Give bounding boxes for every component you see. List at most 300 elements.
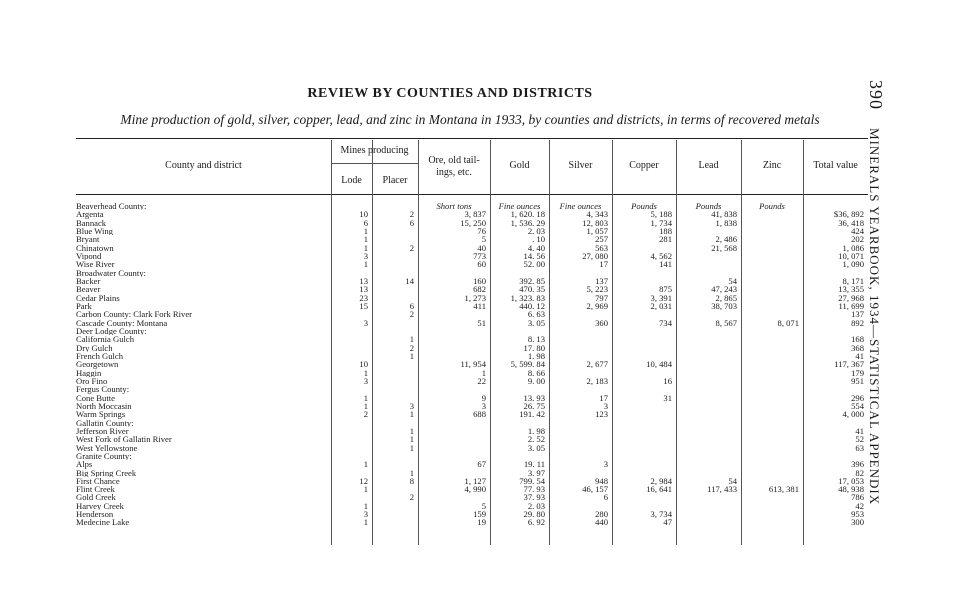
lode-cell: 1 (363, 243, 368, 252)
lead-cell (676, 335, 741, 343)
lode-cell: 3 (363, 376, 368, 386)
zinc-cell (741, 444, 803, 452)
lode-cell: 1 (363, 460, 368, 469)
lead-cell (676, 493, 741, 501)
ore-cell: 1, 127 (464, 476, 486, 486)
lead-cell (676, 352, 741, 360)
ore-cell: 5 (481, 235, 486, 244)
placer-cell: 1 (409, 351, 414, 361)
copper-cell: 3, 391 (650, 293, 672, 302)
ore-cell: 15, 250 (460, 218, 486, 227)
lead-cell (676, 402, 741, 410)
copper-cell (612, 335, 676, 343)
district-name: Dry Gulch (76, 343, 113, 352)
lode-cell (331, 335, 372, 343)
ore-cell: 1 (481, 368, 486, 377)
copper-cell (612, 410, 676, 418)
copper-cell: 188 (659, 226, 672, 236)
zinc-cell (741, 219, 803, 227)
placer-cell (372, 460, 418, 468)
lead-cell (676, 327, 741, 335)
gold-cell: 1, 536. 29 (510, 218, 545, 227)
copper-cell: 141 (659, 260, 672, 269)
copper-cell (612, 419, 676, 427)
copper-cell (612, 402, 676, 410)
copper-cell (612, 244, 676, 252)
district-name: Deer Lodge County: (76, 326, 147, 336)
gold-cell: 17. 80 (523, 343, 545, 352)
lead-cell (676, 227, 741, 235)
gold-cell: 3. 97 (527, 468, 545, 477)
placer-cell (372, 377, 418, 385)
header-placer: Placer (382, 175, 408, 186)
copper-cell (612, 452, 676, 460)
copper-cell: 16, 641 (646, 485, 672, 494)
silver-cell (549, 269, 612, 277)
placer-cell: 2 (409, 493, 414, 502)
copper-cell: 31 (663, 393, 672, 402)
gold-cell: 2. 03 (527, 226, 545, 236)
district-name: Harvey Creek (76, 501, 124, 511)
mines-group-rule (331, 163, 418, 164)
lead-cell (676, 452, 741, 460)
table-row (76, 252, 868, 260)
total-cell: 8, 171 (842, 276, 864, 286)
lode-cell: 23 (359, 293, 368, 302)
lode-cell: 1 (363, 368, 368, 377)
district-name: Flint Creek (76, 485, 115, 494)
placer-cell: 3 (409, 401, 414, 411)
gold-cell: 1. 98 (527, 426, 545, 436)
lode-cell (331, 469, 372, 477)
silver-cell: 137 (595, 276, 608, 286)
lead-cell (676, 460, 741, 468)
gold-cell: 392. 85 (519, 276, 545, 286)
zinc-cell (741, 427, 803, 435)
silver-cell: 257 (595, 235, 608, 244)
table-row (76, 219, 868, 227)
zinc-cell (741, 310, 803, 318)
total-cell: 117, 367 (834, 360, 864, 369)
lead-cell (676, 410, 741, 418)
lode-cell (331, 352, 372, 360)
ore-cell (418, 310, 490, 318)
total-cell: 300 (851, 518, 864, 527)
total-cell: 48, 938 (838, 485, 864, 494)
total-cell (803, 419, 868, 427)
header-lode: Lode (341, 175, 362, 186)
lead-cell (676, 419, 741, 427)
header-ore: Ore, old tail-ings, etc. (428, 155, 480, 178)
lead-cell (676, 377, 741, 385)
placer-cell: 2 (409, 210, 414, 219)
table-row (76, 327, 868, 335)
lead-cell: 41, 838 (711, 210, 737, 219)
placer-cell (372, 269, 418, 277)
table-row (76, 302, 868, 310)
district-name: Oro Fino (76, 376, 108, 386)
district-name: Beaver (76, 285, 101, 294)
total-cell (803, 202, 868, 210)
total-cell: 953 (851, 510, 864, 519)
gold-cell: 191. 42 (519, 410, 545, 419)
zinc-cell (741, 344, 803, 352)
ore-cell (418, 493, 490, 501)
header-mines-producing: Mines producing (340, 145, 409, 156)
district-name: Georgetown (76, 360, 119, 369)
zinc-cell (741, 269, 803, 277)
header-bottom-rule (76, 194, 868, 195)
total-cell: 424 (851, 226, 864, 236)
copper-cell (612, 502, 676, 510)
ore-cell: 773 (473, 251, 486, 261)
lead-cell: 54 (728, 476, 737, 486)
gold-cell: 2. 52 (527, 435, 545, 444)
gold-cell (490, 385, 549, 393)
total-cell: 892 (851, 318, 864, 327)
placer-cell: 2 (409, 243, 414, 252)
ore-cell: 3 (481, 401, 486, 411)
placer-cell (372, 452, 418, 460)
placer-cell: 1 (409, 426, 414, 436)
copper-cell (612, 310, 676, 318)
lead-cell: 54 (728, 276, 737, 286)
header-silver: Silver (568, 160, 593, 171)
copper-cell: 5, 188 (650, 210, 672, 219)
lode-cell: 1 (363, 226, 368, 236)
placer-cell (372, 385, 418, 393)
district-name: Beaverhead County: (76, 202, 147, 211)
header-gold: Gold (509, 160, 530, 171)
copper-cell (612, 469, 676, 477)
table-row (76, 469, 868, 477)
running-header (866, 80, 902, 520)
silver-cell: 280 (595, 510, 608, 519)
total-cell: 36, 418 (838, 218, 864, 227)
lode-cell: 1 (363, 235, 368, 244)
zinc-cell (741, 227, 803, 235)
gold-cell: 9. 00 (527, 376, 545, 386)
zinc-cell (741, 385, 803, 393)
lead-cell: 2, 865 (715, 293, 737, 302)
ore-cell: 40 (477, 243, 486, 252)
silver-cell (549, 335, 612, 343)
lode-cell (331, 327, 372, 335)
placer-cell: 1 (409, 443, 414, 452)
lode-cell (331, 419, 372, 427)
lead-cell: 2, 486 (715, 235, 737, 244)
table-row (76, 444, 868, 452)
table-row (76, 485, 868, 493)
table-row (76, 285, 868, 293)
lead-cell (676, 385, 741, 393)
silver-cell: 123 (595, 410, 608, 419)
placer-cell: 14 (405, 276, 414, 286)
district-name: First Chance (76, 476, 120, 486)
total-cell (803, 452, 868, 460)
district-name: Gold Creek (76, 493, 116, 502)
gold-cell (490, 269, 549, 277)
lode-cell: 1 (363, 485, 368, 494)
ore-cell (418, 435, 490, 443)
gold-cell: 13. 93 (523, 393, 545, 402)
district-name: Vipond (76, 251, 102, 261)
lode-cell: 13 (359, 285, 368, 294)
lode-cell: 1 (363, 260, 368, 269)
total-cell: 11, 699 (838, 301, 864, 311)
table-row (76, 402, 868, 410)
lead-cell: 38, 703 (711, 301, 737, 311)
silver-cell: 6 (603, 493, 608, 502)
lode-cell (331, 202, 372, 210)
ore-cell (418, 269, 490, 277)
lead-cell: 47, 243 (711, 285, 737, 294)
table-row (76, 460, 868, 468)
table-row (76, 227, 868, 235)
table-row (76, 518, 868, 526)
silver-cell (549, 352, 612, 360)
zinc-cell (741, 210, 803, 218)
table-row (76, 319, 868, 327)
ore-cell: 60 (477, 260, 486, 269)
total-cell: 63 (855, 443, 864, 452)
district-name: West Fork of Gallatin River (76, 435, 172, 444)
zinc-cell (741, 510, 803, 518)
zinc-cell (741, 302, 803, 310)
lode-cell (331, 435, 372, 443)
total-cell: 41 (855, 426, 864, 436)
copper-cell (612, 327, 676, 335)
lead-cell (676, 269, 741, 277)
zinc-cell (741, 352, 803, 360)
ore-cell: 5 (481, 501, 486, 511)
silver-cell (549, 344, 612, 352)
table-row (76, 244, 868, 252)
table-row (76, 260, 868, 268)
lead-cell (676, 360, 741, 368)
district-name: Carbon County: Clark Fork River (76, 310, 193, 319)
table-row (76, 510, 868, 518)
district-name: Fergus County: (76, 385, 130, 394)
ore-cell: 1, 273 (464, 293, 486, 302)
total-cell (803, 385, 868, 393)
lode-cell: 6 (363, 218, 368, 227)
gold-cell: 799. 54 (519, 476, 545, 486)
placer-cell: 1 (409, 435, 414, 444)
lode-cell: 3 (363, 318, 368, 327)
copper-cell: Pounds (631, 202, 657, 211)
zinc-cell (741, 327, 803, 335)
placer-cell: 1 (409, 468, 414, 477)
table-row (76, 502, 868, 510)
table-row (76, 452, 868, 460)
district-name: Bryant (76, 235, 100, 244)
silver-cell: 3 (603, 460, 608, 469)
ore-cell (418, 419, 490, 427)
total-cell: 13, 355 (838, 285, 864, 294)
ore-cell: 682 (473, 285, 486, 294)
ore-cell: 3, 837 (464, 210, 486, 219)
district-name: Argenta (76, 210, 104, 219)
silver-cell: 440 (595, 518, 608, 527)
production-table (76, 202, 868, 527)
silver-cell: 27, 080 (582, 251, 608, 261)
placer-cell (372, 327, 418, 335)
zinc-cell (741, 419, 803, 427)
table-row (76, 269, 868, 277)
lode-cell (331, 427, 372, 435)
gold-cell: 3. 05 (527, 318, 545, 327)
silver-cell: 5, 223 (586, 285, 608, 294)
lode-cell: 3 (363, 510, 368, 519)
silver-cell: 12, 803 (582, 218, 608, 227)
ore-cell: 76 (477, 226, 486, 236)
silver-cell: 360 (595, 318, 608, 327)
total-cell (803, 269, 868, 277)
table-row (76, 435, 868, 443)
copper-cell (612, 444, 676, 452)
lode-cell (331, 493, 372, 501)
lode-cell: 1 (363, 518, 368, 527)
table-row (76, 210, 868, 218)
lode-cell: 12 (359, 476, 368, 486)
copper-cell (612, 427, 676, 435)
zinc-cell (741, 460, 803, 468)
silver-cell (549, 419, 612, 427)
total-cell: 10, 071 (838, 251, 864, 261)
lead-cell (676, 394, 741, 402)
gold-cell: 14. 56 (523, 251, 545, 261)
lode-cell (331, 385, 372, 393)
gold-cell: 37. 93 (523, 493, 545, 502)
copper-cell (612, 460, 676, 468)
lead-cell (676, 369, 741, 377)
placer-cell: 1 (409, 410, 414, 419)
lode-cell (331, 269, 372, 277)
copper-cell: 16 (663, 376, 672, 386)
district-name: Jefferson River (76, 426, 129, 436)
lode-cell: 10 (359, 210, 368, 219)
total-cell: 42 (855, 501, 864, 511)
district-name: Henderson (76, 510, 114, 519)
total-cell (803, 327, 868, 335)
gold-cell: 8. 13 (527, 335, 545, 344)
district-name: Granite County: (76, 451, 132, 461)
silver-cell: 2, 183 (586, 376, 608, 386)
district-name: West Yellowstone (76, 443, 138, 452)
zinc-cell (741, 277, 803, 285)
district-name: Gallatin County: (76, 418, 134, 427)
ore-cell (418, 385, 490, 393)
district-name: Bannack (76, 218, 107, 227)
total-cell: 82 (855, 468, 864, 477)
placer-cell: 6 (409, 218, 414, 227)
gold-cell: 6. 92 (527, 518, 545, 527)
placer-cell (372, 419, 418, 427)
silver-cell: 948 (595, 476, 608, 486)
placer-cell (372, 518, 418, 526)
placer-cell: 6 (409, 301, 414, 311)
placer-cell (372, 510, 418, 518)
gold-cell: 5, 599. 84 (510, 360, 545, 369)
lode-cell: 13 (359, 276, 368, 286)
zinc-cell: Pounds (759, 202, 785, 211)
gold-cell (490, 452, 549, 460)
ore-cell (418, 344, 490, 352)
total-cell: 137 (851, 310, 864, 319)
placer-cell: 2 (409, 310, 414, 319)
gold-cell: 8. 66 (527, 368, 545, 377)
copper-cell (612, 352, 676, 360)
silver-cell: 3 (603, 401, 608, 411)
ore-cell (418, 469, 490, 477)
total-cell: 168 (851, 335, 864, 344)
gold-cell: 19. 11 (523, 460, 545, 469)
zinc-cell (741, 452, 803, 460)
copper-cell: 875 (659, 285, 672, 294)
district-name: Big Spring Creek (76, 468, 137, 477)
total-cell: 296 (851, 393, 864, 402)
gold-cell: 26. 75 (523, 401, 545, 411)
district-name: Haggin (76, 368, 102, 377)
district-name: North Moccasin (76, 401, 132, 411)
ore-cell: 51 (477, 318, 486, 327)
gold-cell: . 10 (532, 235, 545, 244)
total-cell: 554 (851, 401, 864, 411)
table-row (76, 310, 868, 318)
table-row (76, 419, 868, 427)
silver-cell: 4, 343 (586, 210, 608, 219)
ore-cell: Short tons (436, 202, 472, 211)
lead-cell (676, 510, 741, 518)
copper-cell (612, 435, 676, 443)
lead-cell (676, 469, 741, 477)
silver-cell: 2, 969 (586, 301, 608, 311)
table-row (76, 385, 868, 393)
silver-cell (549, 444, 612, 452)
table-row (76, 427, 868, 435)
district-name: Chinatown (76, 243, 114, 252)
total-cell: 951 (851, 376, 864, 386)
lode-cell (331, 444, 372, 452)
silver-cell (549, 502, 612, 510)
ore-cell: 411 (473, 301, 486, 311)
table-row (76, 477, 868, 485)
zinc-cell (741, 410, 803, 418)
copper-cell (612, 493, 676, 501)
lead-cell (676, 518, 741, 526)
placer-cell: 8 (409, 476, 414, 486)
lode-cell: 1 (363, 393, 368, 402)
zinc-cell: 8, 071 (777, 318, 799, 327)
lead-cell: 21, 568 (711, 243, 737, 252)
ore-cell (418, 335, 490, 343)
copper-cell (612, 369, 676, 377)
table-top-rule (76, 138, 868, 139)
placer-cell (372, 202, 418, 210)
placer-cell: 1 (409, 335, 414, 344)
ore-cell: 22 (477, 376, 486, 386)
page-number: 390 (866, 80, 886, 110)
table-row (76, 294, 868, 302)
silver-cell: Fine ounces (559, 202, 602, 211)
table-row (76, 344, 868, 352)
silver-cell (549, 452, 612, 460)
copper-cell (612, 277, 676, 285)
table-row (76, 377, 868, 385)
gold-cell: 77. 93 (523, 485, 545, 494)
ore-cell: 67 (477, 460, 486, 469)
